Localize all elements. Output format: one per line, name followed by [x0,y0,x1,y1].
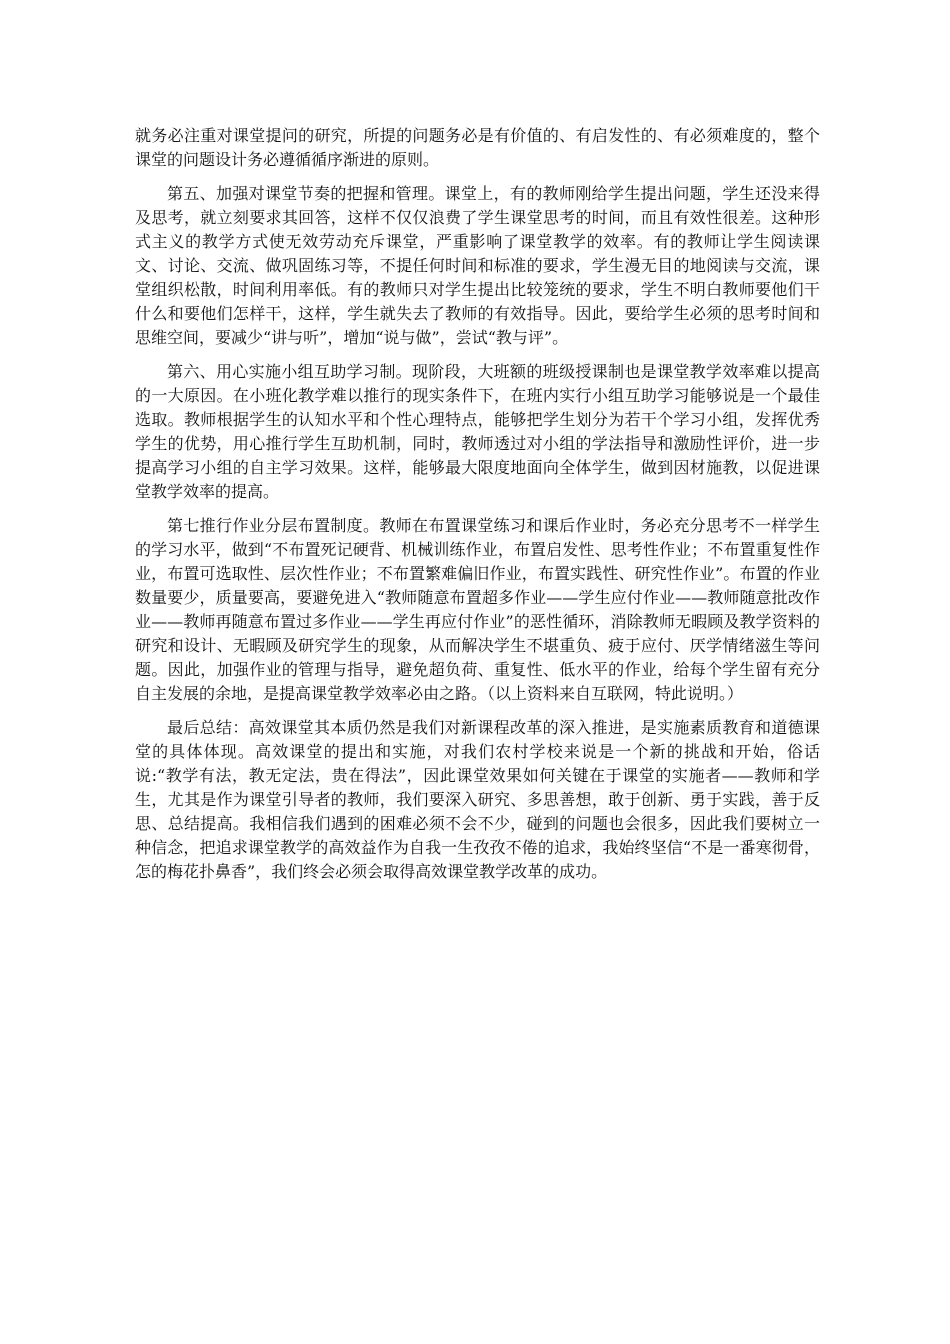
paragraph-sixth-point: 第六、用心实施小组互助学习制。现阶段，大班额的班级授课制也是课堂教学效率难以提高的一大原因。在小班化教学难以推行的现实条件下，在班内实行小组互助学习能够说是一个最佳选取。教师根据学生的认知水平和个性心理特点，能够把学生划分为若干个学习小组，发挥优秀学生的优势，用心推行学生互助机制，同时，教师透过对小组的学法指导和激励性评价，进一步提高学习小组的自主学习效果。这样，能够最大限度地面向全体学生，做到因材施教，以促进课堂教学效率的提高。 [135,362,820,501]
paragraph-continuation: 就务必注重对课堂提问的研究，所提的问题务必是有价值的、有启发性的、有必须难度的，整个课堂的问题设计务必遵循循序渐进的原则。 [135,126,820,169]
paragraph-fifth-point: 第五、加强对课堂节奏的把握和管理。课堂上，有的教师刚给学生提出问题，学生还没来得及思考，就立刻要求其回答，这样不仅仅浪费了学生课堂思考的时间，而且有效性很差。这种形式主义的教学方式使无效劳动充斥课堂，严重影响了课堂教学的效率。有的教师让学生阅读课文、讨论、交流、做巩固练习等，不提任何时间和标准的要求，学生漫无目的地阅读与交流，课堂组织松散，时间利用率低。有的教师只对学生提出比较笼统的要求，学生不明白教师要他们干什么和要他们怎样干，这样，学生就失去了教师的有效指导。因此，要给学生必须的思考时间和思维空间，要减少“讲与听”，增加“说与做”，尝试“教与评”。 [135,184,820,347]
document-body [135,124,820,894]
paragraph-conclusion: 最后总结：高效课堂其本质仍然是我们对新课程改革的深入推进，是实施素质教育和道德课堂的具体体现。高效课堂的提出和实施，对我们农村学校来说是一个新的挑战和开始，俗话说:“教学有法，教无定法，贵在得法”，因此课堂效果如何关键在于课堂的实施者——教师和学生，尤其是作为课堂引导者的教师，我们要深入研究、多思善想，敢于创新、勇于实践，善于反思、总结提高。我相信我们遇到的困难必须不会不少，碰到的问题也会很多，因此我们要树立一种信念，把追求课堂教学的高效益作为自我一生孜孜不倦的追求，我始终坚信“不是一番寒彻骨，怎的梅花扑鼻香”，我们终会必须会取得高效课堂教学改革的成功。 [135,718,820,881]
paragraph-seventh-point: 第七推行作业分层布置制度。教师在布置课堂练习和课后作业时，务必充分思考不一样学生的学习水平，做到“不布置死记硬背、机械训练作业，布置启发性、思考性作业；不布置重复性作业，布置可选取性、层次性作业；不布置繁难偏旧作业，布置实践性、研究性作业”。布置的作业数量要少，质量要高，要避免进入“教师随意布置超多作业——学生应付作业——教师随意批改作业——教师再随意布置过多作业——学生再应付作业”的恶性循环，消除教师无暇顾及教学资料的研究和设计、无暇顾及研究学生的现象，从而解决学生不堪重负、疲于应付、厌学情绪滋生等问题。因此，加强作业的管理与指导，避免超负荷、重复性、低水平的作业，给每个学生留有充分自主发展的余地，是提高课堂教学效率必由之路。（以上资料来自互联网，特此说明。） [135,516,820,703]
